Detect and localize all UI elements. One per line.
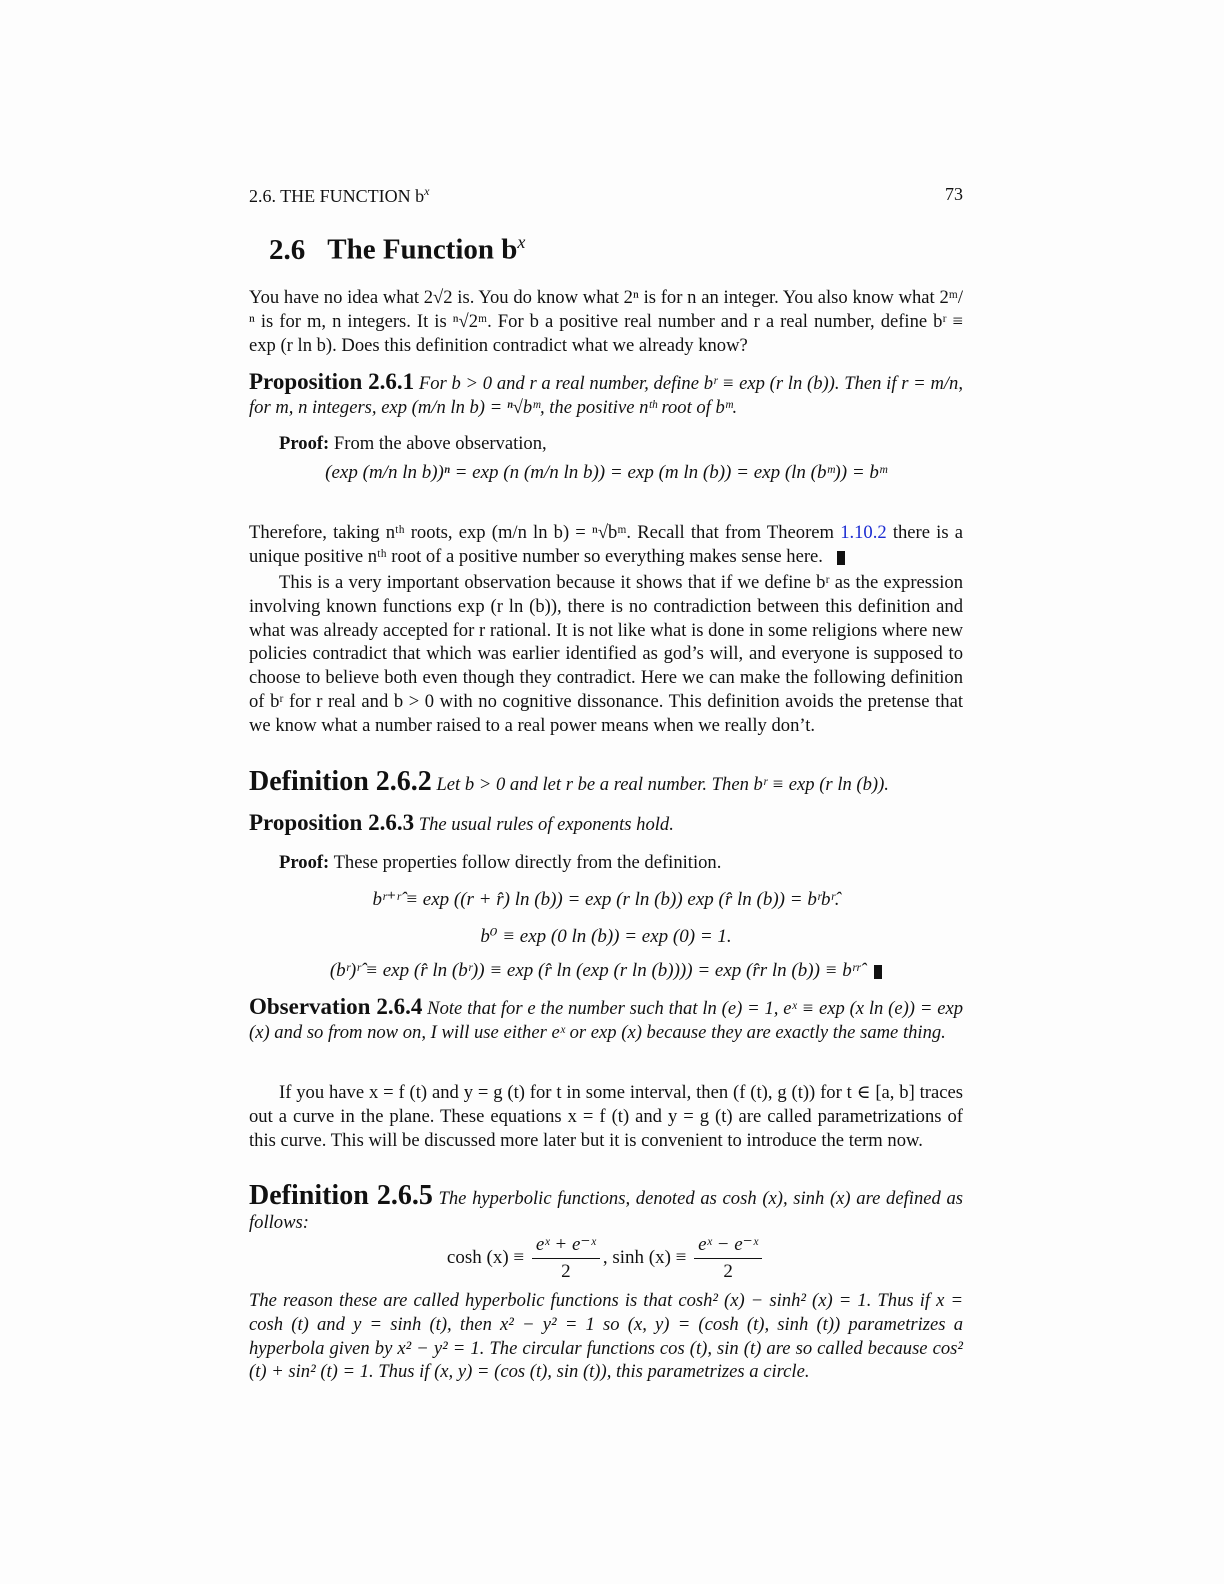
definition-body: Let b > 0 and let r be a real number. Then bʳ ≡ exp (r ln (b)). bbox=[436, 774, 889, 795]
theorem-link[interactable]: 1.10.2 bbox=[840, 522, 887, 543]
proposition-2-6-3 bbox=[249, 811, 963, 837]
paragraph-parametrization: If you have x = f (t) and y = g (t) for t in some interval, then (f (t), g (t)) for t ∈ [a, b] traces out a curve in the plane. These equations x = f (t) and y = g (t) are called parametrizations of this curve. This will be discussed more later but it is convenient to introduce the term now. bbox=[249, 1082, 963, 1151]
paragraph-therefore: Therefore, taking nᵗʰ roots, exp (m/n ln b) = ⁿ√bᵐ. Recall that from Theorem 1.10.2 there is a unique positive nᵗʰ root of a positive number so everything makes sense here. bbox=[249, 522, 963, 567]
observation-heading: Observation 2.6.4 bbox=[249, 994, 423, 1019]
equation-hyperbolic: cosh (x) ≡ $\frac{\text{eˣ + e⁻ˣ}}{2}$ , sinh (x) ≡ $\frac{\text{eˣ − e⁻ˣ}}{2}$ bbox=[249, 1232, 963, 1285]
proposition-body: For b > 0 and r a real number, define bʳ ≡ exp (r ln (b)). Then if r = m/n, for m, n integers, exp (m/n ln b) = ⁿ√bᵐ, the positive nᵗʰ root of bᵐ. bbox=[249, 373, 963, 418]
page-number: 73 bbox=[945, 184, 963, 204]
proposition-body: The usual rules of exponents hold. bbox=[418, 814, 674, 835]
cosh-fraction: $\frac{\text{eˣ + e⁻ˣ}}{2}$ bbox=[532, 1232, 600, 1285]
proposition-heading: Proposition 2.6.1 bbox=[249, 369, 415, 394]
running-head bbox=[249, 184, 963, 207]
proof-2: Proof: These properties follow directly from the definition. bbox=[279, 852, 722, 873]
definition-2-6-5 bbox=[249, 1180, 964, 1235]
qed-mark bbox=[837, 551, 845, 565]
intro-paragraph: You have no idea what 2√2 is. You do know what 2ⁿ is for n an integer. You also know what 2ᵐ/ⁿ is for m, n integers. It is ⁿ√2ᵐ. For b a positive real number and r a real number, define bʳ ≡ exp (r ln b). Does this definition contradict what we already know? bbox=[249, 287, 963, 356]
section-number: 2.6 bbox=[269, 233, 306, 266]
proof-1: Proof: From the above observation, bbox=[279, 433, 547, 454]
closing-paragraph: The reason these are called hyperbolic functions is that cosh² (x) − sinh² (x) = 1. Thus if x = cosh (t) and y = sinh (t), then x² − y² = 1 so (x, y) = (cosh (t), sinh (t)) parametrizes a hyperbola given by x² − y² = 1. The circular functions cos (t), sin (t) are so called because cos² (t) + sin² (t) = 1. Thus if (x, y) = (cos (t), sin (t)), this parametrizes a circle. bbox=[249, 1290, 963, 1383]
running-head-title: 2.6. THE FUNCTION $b^x$ bbox=[249, 184, 430, 206]
observation-body: Note that for e the number such that ln (e) = 1, eˣ ≡ exp (x ln (e)) = exp (x) and so from now on, I will use either eˣ or exp (x) because they are exactly the same thing. bbox=[249, 998, 964, 1043]
definition-heading: Definition 2.6.5 bbox=[249, 1180, 433, 1211]
definition-heading: Definition 2.6.2 bbox=[249, 766, 432, 797]
definition-2-6-2 bbox=[249, 766, 963, 797]
proposition-heading: Proposition 2.6.3 bbox=[249, 810, 415, 835]
equation-4: (bʳ)ʳ̂ ≡ exp (r̂ ln (bʳ)) ≡ exp (r̂ ln (exp (r ln (b)))) = exp (r̂r ln (b)) ≡ bʳʳ̂ bbox=[249, 960, 963, 982]
qed-mark bbox=[874, 965, 882, 979]
definition-body: The hyperbolic functions, denoted as cosh (x), sinh (x) are defined as follows: bbox=[249, 1188, 964, 1233]
equation-3: b⁰ ≡ exp (0 ln (b)) = exp (0) = 1. bbox=[480, 926, 732, 947]
paragraph-observation: This is a very important observation because it shows that if we define bʳ as the expression involving known functions exp (r ln (b)), there is no contradiction between this definition and what was already accepted for r rational. It is not like what is done in some religions where new policies contradict that which was earlier identified as god’s will, and everyone is supposed to choose to believe both even though they contradict. Here we can make the following definition of bʳ for r real and b > 0 with no cognitive dissonance. This definition avoids the pretense that we know what a number raised to a real power means when we really don’t. bbox=[249, 572, 963, 736]
equation-1: (exp (m/n ln b))ⁿ = exp (n (m/n ln b)) = exp (m ln (b)) = exp (ln (bᵐ)) = bᵐ bbox=[325, 462, 887, 483]
equation-2: bʳ⁺ʳ̂ ≡ exp ((r + r̂) ln (b)) = exp (r ln (b)) exp (r̂ ln (b)) = bʳbʳ̂. bbox=[372, 889, 840, 910]
observation-2-6-4 bbox=[249, 995, 963, 1045]
proposition-2-6-1 bbox=[249, 370, 963, 420]
section-title: 2.6 The Function $b^x$ bbox=[269, 232, 526, 266]
sinh-fraction: $\frac{\text{eˣ − e⁻ˣ}}{2}$ bbox=[694, 1232, 762, 1285]
